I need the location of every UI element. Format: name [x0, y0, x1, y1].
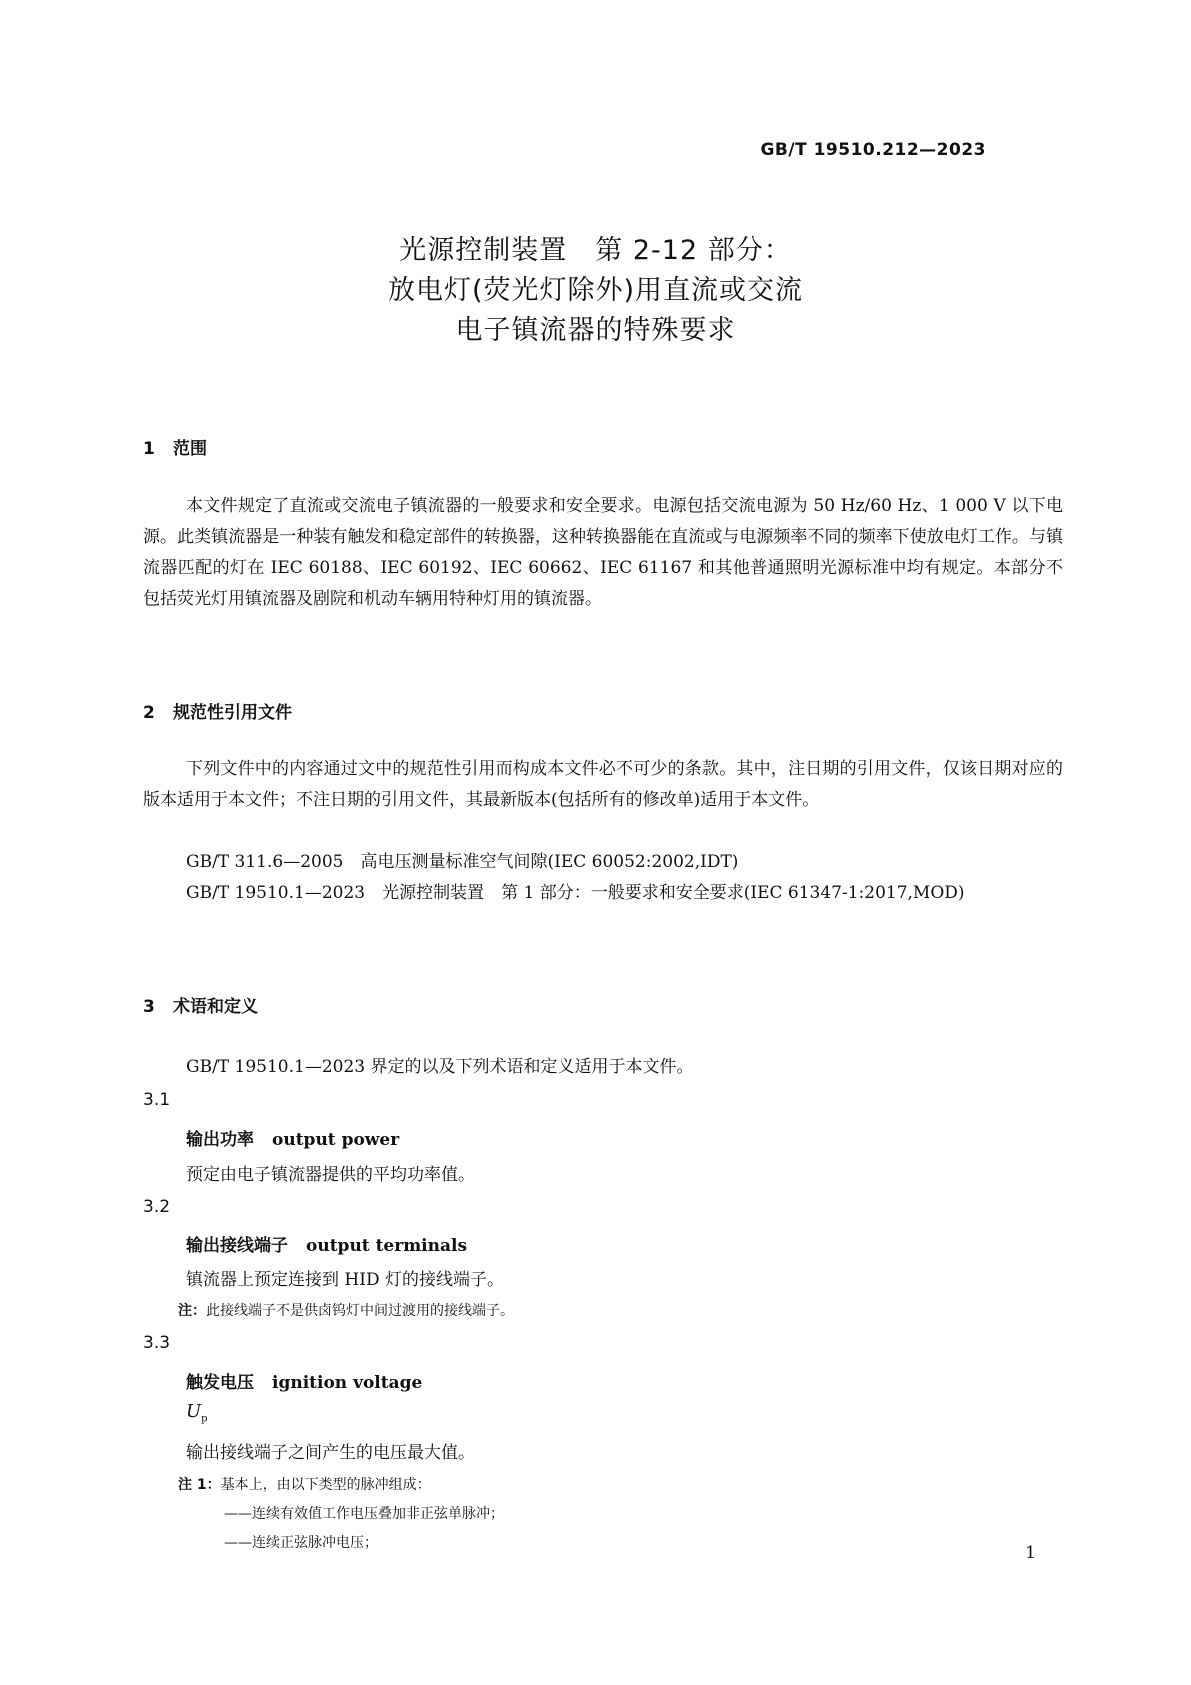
section-number: 1: [143, 439, 155, 459]
term-en: output power: [272, 1130, 400, 1150]
standard-number: GB/T 19510.212—2023: [760, 140, 986, 160]
note-label: 注：: [178, 1303, 206, 1319]
term-number: 3.1: [143, 1090, 171, 1110]
symbol-main: U: [186, 1401, 202, 1422]
document-title-line-2: 放电灯(荧光灯除外)用直流或交流: [387, 275, 804, 306]
section-2-paragraph: 下列文件中的内容通过文中的规范性引用而构成本文件必不可少的条款。其中，注日期的引用文件，仅该日期对应的版本适用于本文件；不注日期的引用文件，其最新版本(包括所有的修改单)适用于本文件。: [143, 759, 1063, 810]
note-text: 此接线端子不是供卤钨灯中间过渡用的接线端子。: [206, 1303, 514, 1319]
term-note: [178, 1300, 514, 1320]
normative-reference-1: GB/T 311.6—2005 高电压测量标准空气间隙(IEC 60052:2002,IDT): [186, 852, 739, 872]
term-entry: [186, 1231, 467, 1256]
symbol-subscript: p: [201, 1413, 208, 1425]
term-entry: [186, 1125, 399, 1150]
term-note: [178, 1474, 431, 1494]
section-number: 2: [143, 703, 155, 723]
term-number: 3.3: [143, 1333, 171, 1353]
section-title: 术语和定义: [173, 997, 258, 1017]
document-title-line-3: 电子镇流器的特殊要求: [455, 315, 736, 346]
section-number: 3: [143, 997, 155, 1017]
note-label: 注 1：: [178, 1477, 221, 1493]
section-1-paragraph: 本文件规定了直流或交流电子镇流器的一般要求和安全要求。电源包括交流电源为 50 Hz/60 Hz、1 000 V 以下电源。此类镇流器是一种装有触发和稳定部件的转换器，这种转换器能在直流或与电源频率不同的频率下使放电灯工作。与镇流器匹配的灯在 IEC 60188、IEC 60192、IEC 60662、IEC 61167 和其他普通照明光源标准中均有规定。本部分不包括荧光灯用镇流器及剧院和机动车辆用特种灯用的镇流器。: [143, 496, 1063, 609]
term-definition: 预定由电子镇流器提供的平均功率值。: [186, 1165, 475, 1185]
term-zh: 输出功率: [186, 1130, 254, 1150]
term-en: ignition voltage: [272, 1373, 423, 1393]
note-list-item: ——连续有效值工作电压叠加非正弦单脉冲；: [224, 1506, 504, 1522]
note-list-item: ——连续正弦脉冲电压；: [224, 1535, 378, 1551]
document-title-line-1: 光源控制装置 第 2-12 部分：: [399, 235, 792, 266]
term-entry: [186, 1368, 422, 1393]
term-number: 3.2: [143, 1197, 171, 1217]
term-zh: 输出接线端子: [186, 1236, 288, 1256]
section-3-intro: GB/T 19510.1—2023 界定的以及下列术语和定义适用于本文件。: [186, 1057, 694, 1077]
section-2-heading: [143, 698, 292, 723]
page-number: 1: [1025, 1543, 1036, 1563]
section-3-heading: [143, 992, 258, 1017]
term-symbol: [186, 1401, 208, 1425]
term-definition: 镇流器上预定连接到 HID 灯的接线端子。: [186, 1270, 504, 1290]
section-1-heading: [143, 434, 207, 459]
normative-reference-2: GB/T 19510.1—2023 光源控制装置 第 1 部分：一般要求和安全要求(IEC 61347-1:2017,MOD): [186, 883, 965, 903]
section-title: 规范性引用文件: [173, 703, 292, 723]
term-en: output terminals: [306, 1236, 468, 1256]
section-title: 范围: [173, 439, 207, 459]
term-definition: 输出接线端子之间产生的电压最大值。: [186, 1443, 475, 1463]
term-zh: 触发电压: [186, 1373, 254, 1393]
note-text: 基本上，由以下类型的脉冲组成：: [220, 1477, 431, 1493]
